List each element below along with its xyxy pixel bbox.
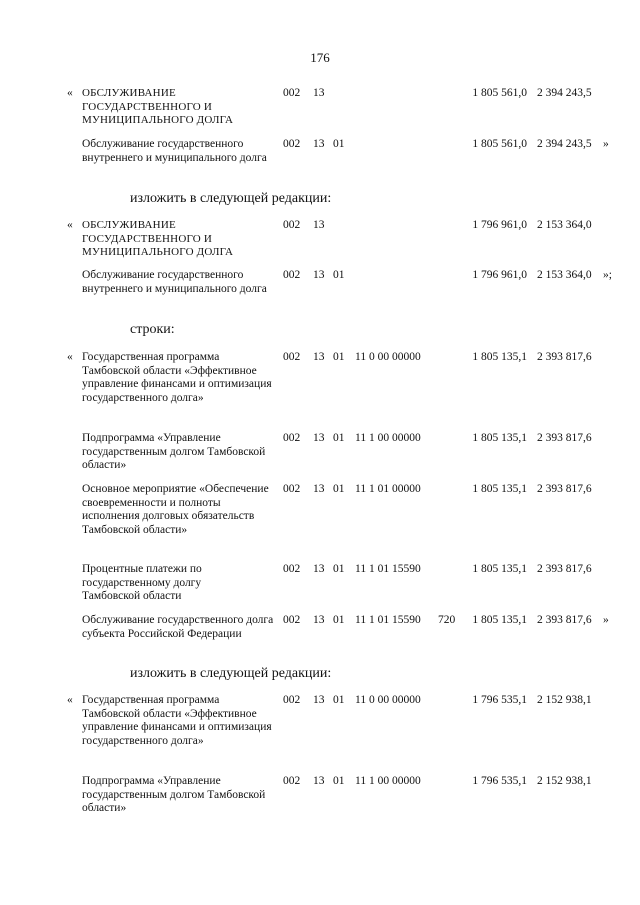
code-ministry: 002 — [283, 614, 301, 626]
amount-year2: 2 393 817,6 — [537, 614, 592, 626]
code-ministry: 002 — [283, 138, 301, 150]
row-name: Государственная программа Тамбовской области «Эффективное управление финансами и оптимизация государственного долга» — [82, 694, 272, 747]
row-name: Государственная программа Тамбовской области «Эффективное управление финансами и оптимизация государственного долга» — [82, 351, 272, 404]
code-subsection: 01 — [333, 563, 345, 575]
code-subsection: 01 — [333, 351, 345, 363]
code-ministry: 002 — [283, 269, 301, 281]
row-name: Подпрограмма «Управление государственным долгом Тамбовской области» — [82, 775, 266, 814]
code-subsection: 01 — [333, 694, 345, 706]
code-section: 13 — [313, 432, 325, 444]
code-ministry: 002 — [283, 432, 301, 444]
code-ministry: 002 — [283, 483, 301, 495]
amount-year1: 1 805 135,1 — [472, 432, 527, 444]
closing-quote: »; — [603, 269, 612, 281]
row-name: Подпрограмма «Управление государственным долгом Тамбовской области» — [82, 432, 266, 471]
amount-year1: 1 796 961,0 — [472, 219, 527, 231]
closing-quote: » — [603, 138, 609, 150]
row-name: Обслуживание государственного долга субъекта Российской Федерации — [82, 614, 274, 640]
opening-quote: « — [67, 87, 73, 99]
amount-year2: 2 152 938,1 — [537, 694, 592, 706]
amount-year1: 1 796 961,0 — [472, 269, 527, 281]
instruction-heading: изложить в следующей редакции: — [130, 666, 332, 681]
row-name: ОБСЛУЖИВАНИЕ ГОСУДАРСТВЕННОГО И МУНИЦИПАЛЬНОГО ДОЛГА — [82, 219, 234, 258]
row-name: Процентные платежи по государственному долгу Тамбовской области — [82, 563, 202, 602]
code-section: 13 — [313, 483, 325, 495]
code-subsection: 01 — [333, 614, 345, 626]
instruction-heading: изложить в следующей редакции: — [130, 191, 332, 206]
page-number: 176 — [310, 50, 330, 65]
code-subsection: 01 — [333, 775, 345, 787]
code-ministry: 002 — [283, 351, 301, 363]
code-ministry: 002 — [283, 775, 301, 787]
amount-year1: 1 805 135,1 — [472, 351, 527, 363]
amount-year1: 1 805 561,0 — [472, 87, 527, 99]
code-section: 13 — [313, 775, 325, 787]
code-section: 13 — [313, 694, 325, 706]
code-target-article: 11 1 00 00000 — [355, 432, 421, 444]
code-ministry: 002 — [283, 694, 301, 706]
code-subsection: 01 — [333, 483, 345, 495]
code-target-article: 11 1 01 00000 — [355, 483, 421, 495]
row-name: Обслуживание государственного внутреннего и муниципального долга — [82, 138, 267, 164]
amount-year2: 2 393 817,6 — [537, 483, 592, 495]
opening-quote: « — [67, 219, 73, 231]
code-target-article: 11 1 00 00000 — [355, 775, 421, 787]
amount-year1: 1 805 135,1 — [472, 563, 527, 575]
amount-year1: 1 805 135,1 — [472, 614, 527, 626]
amount-year2: 2 153 364,0 — [537, 269, 592, 281]
code-subsection: 01 — [333, 138, 345, 150]
code-section: 13 — [313, 87, 325, 99]
row-name: ОБСЛУЖИВАНИЕ ГОСУДАРСТВЕННОГО И МУНИЦИПАЛЬНОГО ДОЛГА — [82, 87, 234, 126]
amount-year2: 2 393 817,6 — [537, 432, 592, 444]
amount-year2: 2 152 938,1 — [537, 775, 592, 787]
code-ministry: 002 — [283, 219, 301, 231]
code-ministry: 002 — [283, 87, 301, 99]
amount-year1: 1 805 135,1 — [472, 483, 527, 495]
rows-label: строки: — [130, 322, 175, 337]
amount-year1: 1 796 535,1 — [472, 775, 527, 787]
code-target-article: 11 0 00 00000 — [355, 351, 421, 363]
amount-year2: 2 393 817,6 — [537, 351, 592, 363]
code-section: 13 — [313, 138, 325, 150]
code-section: 13 — [313, 614, 325, 626]
code-target-article: 11 0 00 00000 — [355, 694, 421, 706]
code-expense-type: 720 — [438, 614, 456, 626]
code-section: 13 — [313, 269, 325, 281]
code-ministry: 002 — [283, 563, 301, 575]
code-section: 13 — [313, 219, 325, 231]
code-target-article: 11 1 01 15590 — [355, 563, 421, 575]
row-name: Обслуживание государственного внутреннего и муниципального долга — [82, 269, 267, 295]
closing-quote: » — [603, 614, 609, 626]
amount-year2: 2 394 243,5 — [537, 138, 592, 150]
row-name: Основное мероприятие «Обеспечение своевременности и полноты исполнения долговых обязательств Тамбовской области» — [82, 483, 269, 536]
amount-year1: 1 805 561,0 — [472, 138, 527, 150]
code-subsection: 01 — [333, 432, 345, 444]
amount-year1: 1 796 535,1 — [472, 694, 527, 706]
code-section: 13 — [313, 351, 325, 363]
code-subsection: 01 — [333, 269, 345, 281]
opening-quote: « — [67, 351, 73, 363]
code-section: 13 — [313, 563, 325, 575]
amount-year2: 2 153 364,0 — [537, 219, 592, 231]
opening-quote: « — [67, 694, 73, 706]
code-target-article: 11 1 01 15590 — [355, 614, 421, 626]
amount-year2: 2 394 243,5 — [537, 87, 592, 99]
amount-year2: 2 393 817,6 — [537, 563, 592, 575]
